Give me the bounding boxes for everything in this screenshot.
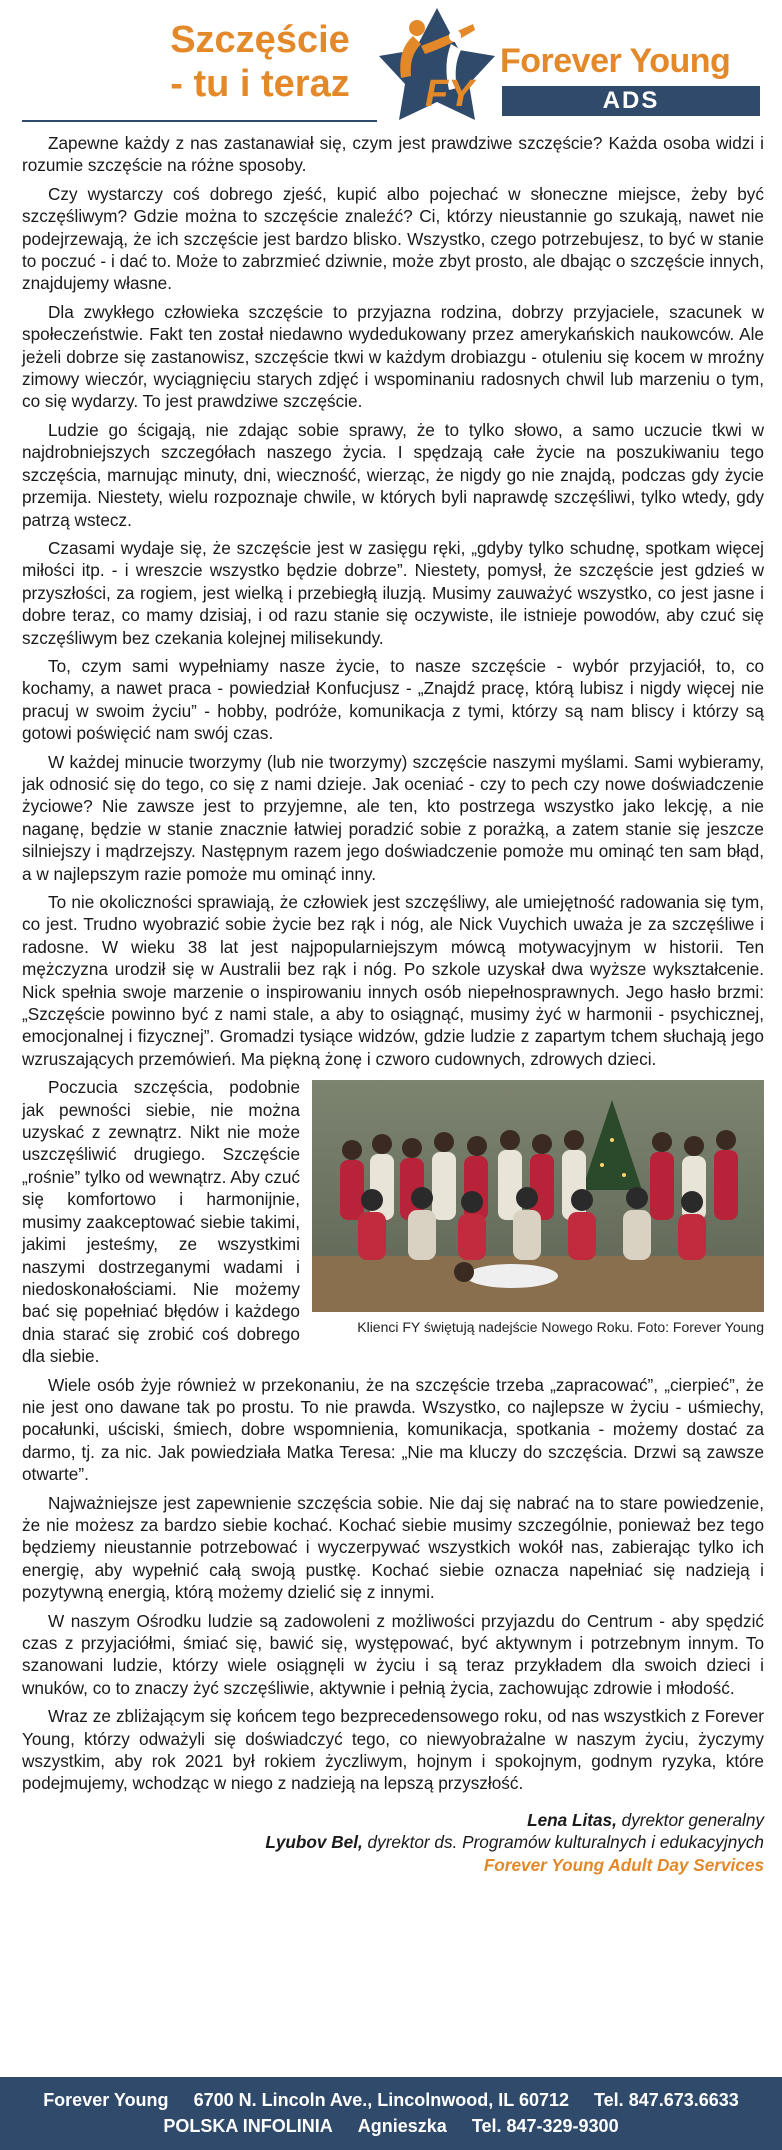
forever-young-logo-icon [377, 6, 497, 122]
article-paragraph: W naszym Ośrodku ludzie są zadowoleni z możliwości przyjazdu do Centrum - aby spędzić czas z przyjaciółmi, śmiać się, bawić się, występować, być aktywnym i potrzebnym innym. To szanowani ludzie, którzy wiele osiągnęli w życiu i są teraz przykładem dla swoich dzieci i wnuków, co to znaczy żyć szczęśliwie, aktywnie i pełnią życia, zachowując zdrowie i młodość. [22, 1610, 764, 1698]
brand-name: Forever Young [500, 42, 731, 80]
footer-org: Forever Young [43, 2090, 169, 2110]
article-paragraph: Wraz ze zbliżającym się końcem tego bezprecedensowego roku, od nas wszystkich z Forever Young, którzy odważyli się doświadczyć tego, co niewyobrażalne w naszym życiu, życzymy wszystkim, aby rok 2021 był rokiem życzliwym, hojnym i spokojnym, godnym ryzyka, które podejmujemy, wchodząc w niego z nadzieją na lepszą przyszłość. [22, 1706, 764, 1794]
footer-phone-1: Tel. 847.673.6633 [594, 2090, 739, 2110]
signature-line-2 [22, 1831, 764, 1853]
title-line-1: Szczęście [170, 19, 350, 61]
group-photo [312, 1080, 764, 1312]
logo-monogram: FY [425, 73, 474, 115]
footer-contact: Agnieszka [357, 2116, 447, 2136]
signature-line-1 [22, 1809, 764, 1831]
signer-1-name: Lena Litas, [527, 1809, 617, 1830]
article-paragraph: To nie okoliczności sprawiają, że człowiek jest szczęśliwy, ale umiejętność radowania się tym, co jest. Trudno wyobrazić sobie życie bez rąk i nóg, ale Nick Vuychich uważa je za szczęśliwe i radosne. W wieku 38 lat jest najpopularniejszym mówcą motywacyjnym w historii. Ten mężczyzna urodził się w Australii bez rąk i nóg. Po szkole uzyskał dwa wyższe wykształcenie. Nick spełnia swoje marzenie o inspirowaniu innych osób niepełnosprawnych. Jego hasło brzmi: „Szczęście powinno być z nami stale, a aby to osiągnąć, musimy żyć w harmonii - psychicznej, emocjonalnej i fizycznej”. Gromadzi tysiące widzów, gdzie ludzie z zapartym tchem słuchają jego wzruszających przemówień. Ma piękną żonę i czworo cudownych, zdrowych dzieci. [22, 892, 764, 1069]
page-header [0, 0, 782, 128]
article-body [22, 132, 764, 1876]
signature-organization: Forever Young Adult Day Services [483, 1854, 764, 1875]
article-paragraph: Czasami wydaje się, że szczęście jest w zasięgu ręki, „gdyby tylko schudnę, spotkam więcej miłości itp. - i wreszcie wszystko będzie dobrze”. Niestety, pomysł, że szczęście jest gdzieś w przyszłości, za rogiem, jest wielką i przebiegłą iluzją. Musimy zauważyć wszystko, co jest jasne i dobre teraz, co mamy dzisiaj, i od razu stanie się oczywiste, ile istnieje powodów, aby czuć się szczęśliwym bez czekania kolejnej milisekundy. [22, 537, 764, 648]
article-paragraph: To, czym sami wypełniamy nasze życie, to nasze szczęście - wybór przyjaciół, to, co kochamy, a nawet praca - powiedział Konfucjusz - „Znajdź pracę, którą lubisz i nigdy więcej nie pracuj w swoim życiu” - hobby, podróże, komunikacja z tymi, którzy są nam bliscy i którzy są gotowi poświęcić nam swój czas. [22, 655, 764, 744]
brand-subtitle: ADS [502, 86, 760, 116]
article-paragraph: Czy wystarczy coś dobrego zjeść, kupić albo pojechać w słoneczne miejsce, żeby być szczęśliwym? Gdzie można to szczęście znaleźć? Ci, którzy nieustannie go szukają, nawet nie podejrzewają, że ich szczęście jest bardzo blisko. Wszystko, czego potrzebujesz, to być w stanie to poczuć - i dać to. Może to zabrzmieć dziwnie, może zbyt prosto, ale dbając o szczęście innych, znajdujemy własne. [22, 183, 764, 294]
photo-caption: Klienci FY świętują nadejście Nowego Roku. Foto: Forever Young [357, 1319, 764, 1336]
footer-phone-2: Tel. 847-329-9300 [471, 2116, 619, 2136]
article-paragraph: Dla zwykłego człowieka szczęście to przyjazna rodzina, dobrzy przyjaciele, szacunek w społeczeństwie. Fakt ten został niedawno wydedukowany przez amerykańskich naukowców. Ale jeżeli dobrze się zastanowisz, szczęście tkwi w każdym drobiazgu - otuleniu się kocem w mroźny zimowy wieczór, wyciągnięciu starych zdjęć i wspominaniu radosnych chwil lub marzeniu o tym, co się wydarzy. To jest prawdziwe szczęście. [22, 301, 764, 412]
article-paragraph: W każdej minucie tworzymy (lub nie tworzymy) szczęście naszymi myślami. Sami wybieramy, jak odnosić się do tego, co się z nami dzieje. Jak oceniać - czy to pech czy nowe doświadczenie życiowe? Nie zawsze jest to przyjemne, ale ten, kto postrzega wszystko jako lekcję, a nie naganę, będzie w stanie znacznie łatwiej poradzić sobie z porażką, a zatem stanie się jeszcze silniejszy i mądrzejszy. Następnym razem jego doświadczenie pomoże mu ominąć ten sam błąd, a w najlepszym razie pomoże mu ominąć inny. [22, 751, 764, 884]
footer-address: 6700 N. Lincoln Ave., Lincolnwood, IL 60712 [193, 2090, 569, 2110]
contact-footer [0, 2077, 782, 2150]
article-paragraph: Najważniejsze jest zapewnienie szczęścia sobie. Nie daj się nabrać na to stare powiedzenie, że nie możesz za bardzo siebie kochać. Kochać siebie musimy szczególnie, ponieważ bez tego będziemy nieustannie potrzebować i wyczerpywać wszystkich wokół nas, zabierając tylko ich energię, aby wypełnić całą swoją pustkę. Kochać siebie oznacza napełniać się nadzieją i pozytywną energią, którą możemy dzielić się z innymi. [22, 1492, 764, 1603]
page-title [150, 18, 370, 106]
footer-infoline: POLSKA INFOLINIA [163, 2116, 333, 2136]
article-paragraph: Poczucia szczęścia, podobnie jak pewności siebie, nie można uzyskać z zewnątrz. Nikt nie może uszczęśliwić drugiego. Szczęście „rośnie” tylko od wewnątrz. Aby czuć się komfortowo i harmonijnie, musimy zaakceptować siebie takimi, jakimi jesteśmy, ze wszystkimi naszymi dostrzeganymi wadami i niedoskonałościami. Nie możemy bać się popełniać błędów i każdego dnia starać się zrobić coś dobrego dla siebie. [22, 1077, 300, 1367]
signer-1-role: dyrektor generalny [616, 1809, 764, 1830]
footer-line-1 [0, 2087, 782, 2113]
photo-figure [312, 1080, 764, 1336]
article-paragraph: Ludzie go ścigają, nie zdając sobie sprawy, że to tylko słowo, a samo uczucie tkwi w najdrobniejszych szczegółach naszego życia. I spędzają całe życie na poszukiwaniu tego szczęścia, marnując minuty, dni, wieczność, wierząc, że nigdy go nie znajdą, podczas gdy życie przemija. Niestety, wielu rozpoznaje chwile, w których byli naprawdę szczęśliwi, tylko wtedy, gdy patrzą wstecz. [22, 419, 764, 530]
article-paragraph: Zapewne każdy z nas zastanawiał się, czym jest prawdziwe szczęście? Każda osoba widzi i rozumie szczęście na różne sposoby. [22, 133, 764, 176]
footer-line-2 [0, 2113, 782, 2139]
title-line-2: - tu i teraz [170, 63, 350, 105]
title-divider [22, 120, 377, 122]
signer-2-name: Lyubov Bel, [265, 1832, 363, 1853]
article-paragraph: Wiele osób żyje również w przekonaniu, że na szczęście trzeba „zapracować”, „cierpieć”, że nie jest ono dawane tak po prostu. To nie prawda. Wszystko, co najlepsze w życiu - uśmiechy, pocałunki, uściski, śmiech, dobre wspomnienia, komunikacja, spotkania - możemy dostać za darmo, tj. za nic. Jak powiedziała Matka Teresa: „Nie ma kluczy do szczęścia. Drzwi są zawsze otwarte”. [22, 1374, 764, 1485]
signature-block [22, 1809, 764, 1876]
signer-2-role: dyrektor ds. Programów kulturalnych i edukacyjnych [362, 1832, 764, 1853]
